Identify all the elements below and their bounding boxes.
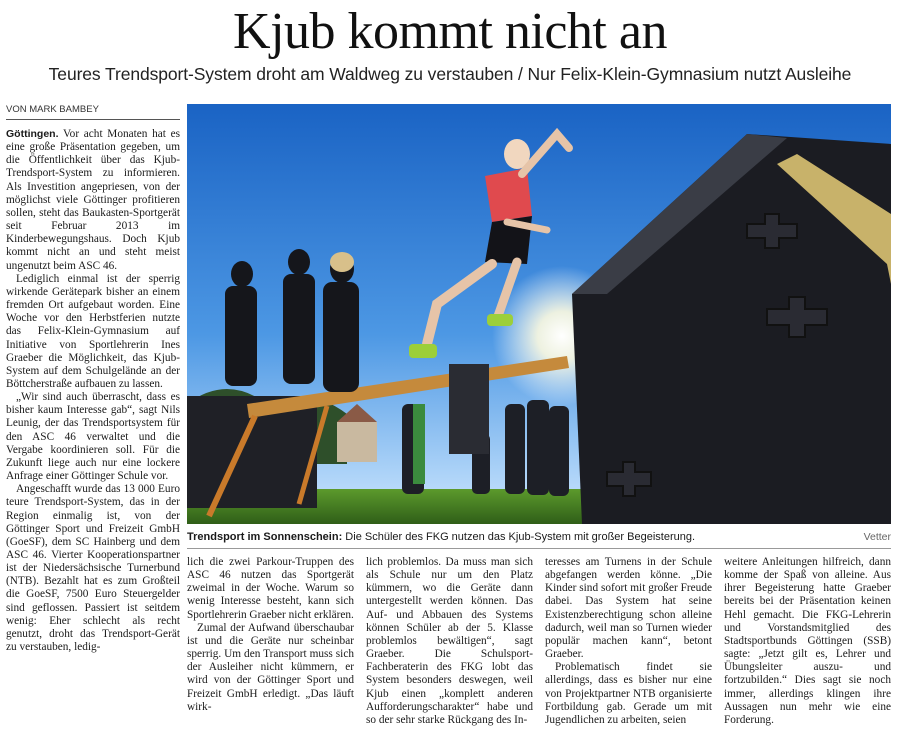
photo-caption xyxy=(187,531,891,547)
article-paragraph: Lediglich einmal ist der sperrig wirkende Gerätepark bisher an einem fremden Ort aufgebaut worden. Eine Woche vor den Herbstferien nutzte das Felix-Klein-Gymnasium auf Initiative von Sportlehrerin Ines Graeber die Möglichkeit, das Kjub-System auf dem Schulgelände an der Böttcherstraße aufbauen zu lassen. xyxy=(6,272,180,390)
caption-text: Die Schüler des FKG nutzen das Kjub-System mit großer Begeisterung. xyxy=(342,531,696,543)
caption-rule xyxy=(187,548,891,549)
article-paragraph: „Wir sind auch überrascht, dass es bisher kaum Interesse gab“, sagt Nils Leunig, der das Trendsportsystem für den ASC 46 verwaltet und die Vergabe koordinieren soll. Für die Zukunft liege auch nur eine lockere Anfrage einer Göttinger Schule vor. xyxy=(6,391,180,483)
article-paragraph: Angeschafft wurde das 13 000 Euro teure Trendsport-System, das in der Region einmalig ist, von der Göttinger Sport und Freizeit GmbH (GoeSF), dem SC Hainberg und dem ASC 46. Vierter Kooperationspartner ist der Niedersächsische Turnerbund (NTB). Bezahlt hat es zum Großteil die GoeSF, 7500 Euro Steuergelder sind geflossen. Passiert ist seitdem wenig: Eher schlecht als recht genutzt, droht das Trendsport-Gerät zu verstauben, ledig- xyxy=(6,483,180,654)
article-paragraph: weitere Anleitungen hilfreich, dann komme der Spaß von alleine. Aus ihrer Begeisterung hatte Graeber bereits bei der Präsentation keinen Hehl gemacht. Die FKG-Lehrerin und Vorstandsmitglied des Stadtsportbunds Göttingen (SSB) sagte: „Jetzt gilt es, Lehrer und Übungsleiter auszu- und fortzubilden.“ Dies sagt sie noch immer, allerdings klingen ihre Aussagen nun mehr wie eine Forderung. xyxy=(724,556,891,726)
photo-credit: Vetter xyxy=(863,531,891,543)
caption-lead: Trendsport im Sonnenschein: xyxy=(187,531,343,543)
photo-illustration xyxy=(187,104,891,524)
article-column-3 xyxy=(366,556,533,740)
headline: Kjub kommt nicht an xyxy=(233,3,667,60)
article-paragraph: lich problemlos. Da muss man sich als Schule nur um den Platz kümmern, wo die Geräte dann untergestellt werden können. Das Auf- und Abbauen des Systems können Schüler ab der 5. Klasse problemlos bewältigen“, sagt Graeber. Die Schulsport-Fachberaterin des FKG lobt das System besonders deswegen, weil Kjub einen „komplett anderen Aufforderungscharakter“ habe und so der sehr starke Rückgang des In- xyxy=(366,556,533,726)
article-paragraph: lich die zwei Parkour-Truppen des ASC 46 nutzen das Sportgerät zweimal in der Woche. Warum so wenig Interesse besteht, kann sich Sportlehrerin Graeber nicht erklären. xyxy=(187,556,354,621)
byline-rule xyxy=(6,119,180,120)
byline: VON MARK BAMBEY xyxy=(6,104,99,115)
article-photo xyxy=(187,104,891,524)
article-paragraph xyxy=(6,128,180,273)
paragraph-text: Vor acht Monaten hat es eine große Präsentation gegeben, um die Öffentlichkeit über das Kjub-Trendsport-System zu informieren. Als Investition angepriesen, von der möglichst viele Göttinger profitieren sollen, steht das Baukasten-Sportgerät seit Februar 2013 im Kinderbewegungshaus. Doch Kjub kommt nicht an und steht meist ungenutzt beim ASC 46. xyxy=(6,128,180,272)
article-column-2 xyxy=(187,556,354,740)
article-column-1 xyxy=(6,128,180,740)
article-paragraph: Zumal der Aufwand überschaubar ist und die Geräte nur scheinbar sperrig. Um den Transport muss sich der Ausleiher nicht kümmern, er wird von der Göttinger Sport und Freizeit GmbH erledigt. „Das läuft wirk- xyxy=(187,621,354,713)
subheadline: Teures Trendsport-System droht am Waldweg zu verstauben / Nur Felix-Klein-Gymnasium nutzt Ausleihe xyxy=(48,64,852,84)
article-column-4 xyxy=(545,556,712,740)
dateline: Göttingen. xyxy=(6,128,59,140)
article-column-5 xyxy=(724,556,891,740)
article-paragraph: teresses am Turnens in der Schule abgefangen werden könne. „Die Kinder sind sofort mit großer Freude dabei. Das System hat seine Existenzberechtigung schon alleine dadurch, weil man so Turnen wieder populär machen kann“, betont Graeber. xyxy=(545,556,712,661)
article-paragraph: Problematisch findet sie allerdings, dass es bisher nur eine von Projektpartner NTB organisierte Fortbildung gab. Gerade um mit Jugendlichen zu arbeiten, seien xyxy=(545,661,712,726)
